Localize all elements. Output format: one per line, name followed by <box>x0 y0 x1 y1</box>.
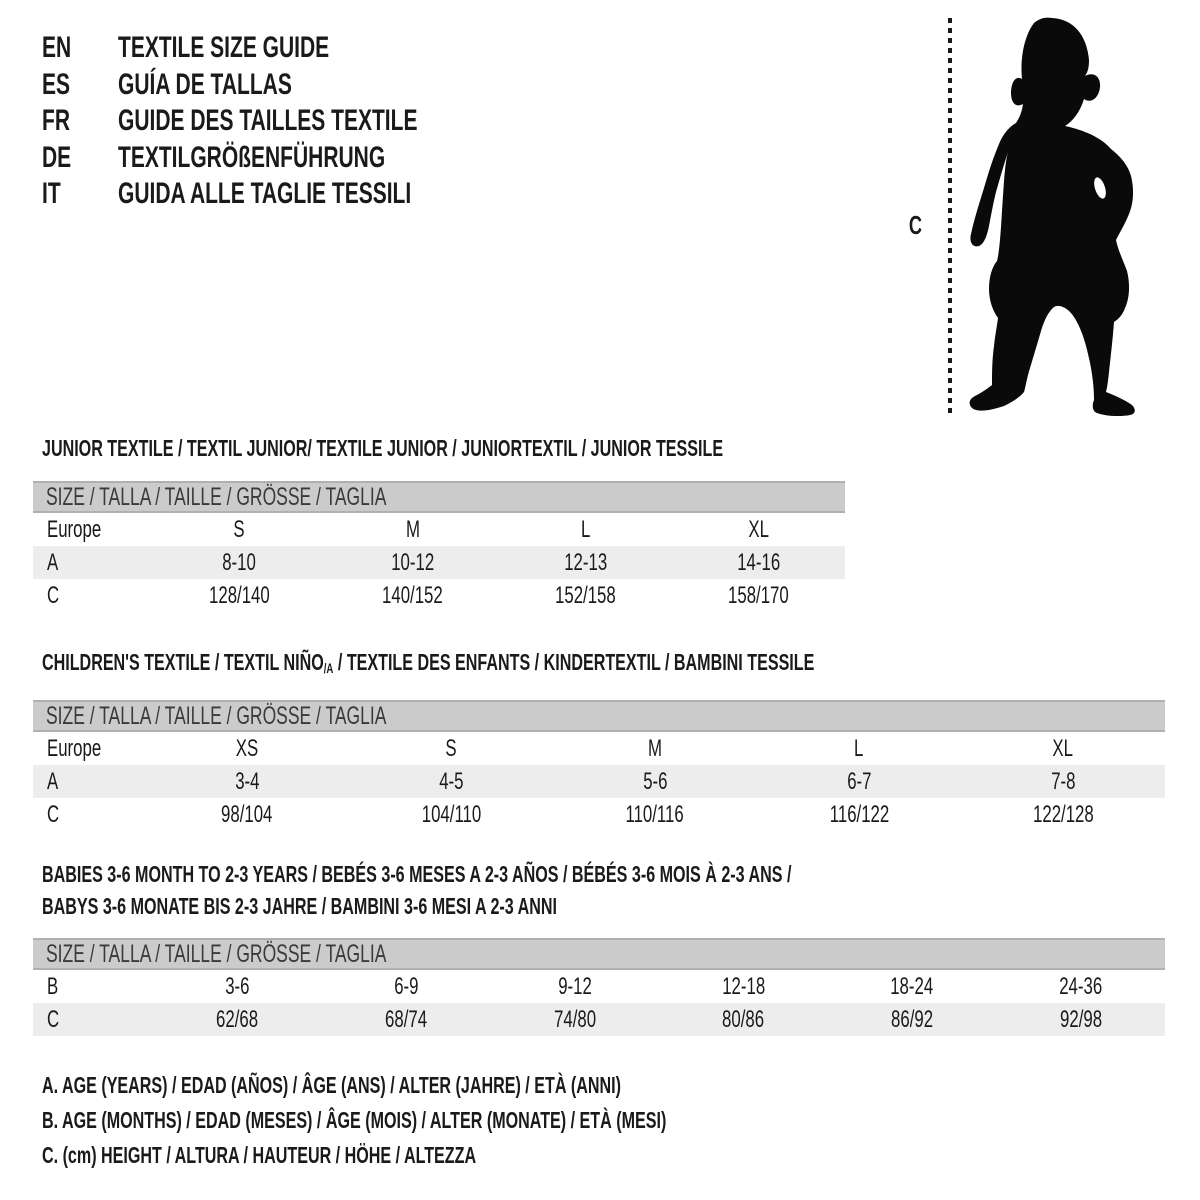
height-value-cell: 116/122 <box>829 800 889 828</box>
months-value-cell: 24-36 <box>1059 972 1103 1000</box>
language-title-list <box>42 30 546 213</box>
size-value-cell: XL <box>748 515 769 543</box>
size-value-cell: S <box>233 515 246 543</box>
language-code: FR <box>42 104 70 138</box>
language-row <box>42 67 546 104</box>
junior-size-row <box>33 513 845 546</box>
babies-size-header-bar: SIZE / TALLA / TAILLE / GRÖSSE / TAGLIA <box>33 938 1165 970</box>
language-row <box>42 30 546 67</box>
children-size-table <box>33 700 1165 831</box>
babies-section-title-line2: BABYS 3-6 MONATE BIS 2-3 JAHRE / BAMBINI 3-6 MESI A 2-3 ANNI <box>42 893 557 919</box>
row-label: Europe <box>47 734 102 762</box>
row-label: C <box>47 581 60 609</box>
height-value-cell: 152/158 <box>555 581 616 609</box>
height-value-cell: 74/80 <box>553 1005 596 1033</box>
children-size-header-bar: SIZE / TALLA / TAILLE / GRÖSSE / TAGLIA <box>33 700 1165 732</box>
children-title-subscript: /A <box>323 661 334 677</box>
guide-title: GUÍA DE TALLAS <box>118 67 292 101</box>
row-label: A <box>47 548 59 576</box>
age-value-cell: 3-4 <box>234 767 260 795</box>
age-value-cell: 6-7 <box>846 767 872 795</box>
height-value-cell: 110/116 <box>625 800 685 828</box>
size-value-cell: L <box>854 734 864 762</box>
babies-months-row <box>33 970 1165 1003</box>
height-value-cell: 80/86 <box>722 1005 765 1033</box>
height-value-cell: 92/98 <box>1059 1005 1102 1033</box>
row-label: C <box>47 1005 60 1033</box>
height-value-cell: 122/128 <box>1032 800 1094 828</box>
language-row <box>42 140 546 177</box>
legend-line-a: A. AGE (YEARS) / EDAD (AÑOS) / ÂGE (ANS) / ALTER (JAHRE) / ETÀ (ANNI) <box>42 1072 622 1098</box>
measurement-legend <box>42 1068 934 1173</box>
language-code: ES <box>42 67 71 101</box>
height-measure-label: C <box>908 210 922 240</box>
babies-section-title-line1: BABIES 3-6 MONTH TO 2-3 YEARS / BEBÉS 3-6 MESES A 2-3 AÑOS / BÉBÉS 3-6 MOIS À 2-3 ANS / <box>42 861 792 887</box>
size-value-cell: M <box>405 515 420 543</box>
months-value-cell: 3-6 <box>225 972 250 1000</box>
toddler-silhouette <box>964 14 1140 418</box>
children-height-row <box>33 798 1165 831</box>
months-value-cell: 12-18 <box>721 972 765 1000</box>
age-value-cell: 10-12 <box>391 548 434 576</box>
row-label: Europe <box>47 515 102 543</box>
language-code: DE <box>42 140 72 174</box>
age-value-cell: 12-13 <box>564 548 607 576</box>
junior-size-table <box>33 481 845 612</box>
guide-title: GUIDE DES TAILLES TEXTILE <box>118 104 418 138</box>
height-value-cell: 104/110 <box>421 800 481 828</box>
height-value-cell: 158/170 <box>728 581 789 609</box>
size-value-cell: XS <box>235 734 259 762</box>
height-value-cell: 86/92 <box>890 1005 934 1033</box>
language-row <box>42 103 546 140</box>
children-section-title: CHILDREN'S TEXTILE / TEXTIL $NIÑO_{/A}$ / TEXTILE DES ENFANTS / KINDERTEXTIL / BAMBINI TESSILE <box>42 649 815 677</box>
age-value-cell: 8-10 <box>222 548 257 576</box>
age-value-cell: 7-8 <box>1050 767 1076 795</box>
months-value-cell: 6-9 <box>393 972 419 1000</box>
guide-title: TEXTILGRÖßENFÜHRUNG <box>118 140 386 174</box>
children-size-row <box>33 732 1165 765</box>
size-value-cell: M <box>648 734 662 762</box>
height-value-cell: 140/152 <box>382 581 443 609</box>
height-value-cell: 68/74 <box>384 1005 428 1033</box>
size-value-cell: L <box>580 515 591 543</box>
height-value-cell: 128/140 <box>209 581 270 609</box>
language-code: EN <box>42 31 72 65</box>
junior-size-header-bar: SIZE / TALLA / TAILLE / GRÖSSE / TAGLIA <box>33 481 845 513</box>
months-value-cell: 18-24 <box>890 972 934 1000</box>
guide-title: GUIDA ALLE TAGLIE TESSILI <box>118 177 412 211</box>
junior-section-title: JUNIOR TEXTILE / TEXTIL JUNIOR/ TEXTILE JUNIOR / JUNIORTEXTIL / JUNIOR TESSILE <box>42 435 724 461</box>
row-label: A <box>47 767 59 795</box>
language-row <box>42 176 546 213</box>
junior-age-row <box>33 546 845 579</box>
size-value-cell: XL <box>1052 734 1074 762</box>
legend-line-c: C. (cm) HEIGHT / ALTURA / HAUTEUR / HÖHE / ALTEZZA <box>42 1142 477 1168</box>
children-age-row <box>33 765 1165 798</box>
legend-line-b: B. AGE (MONTHS) / EDAD (MESES) / ÂGE (MOIS) / ALTER (MONATE) / ETÀ (MESI) <box>42 1107 667 1133</box>
age-value-cell: 5-6 <box>642 767 668 795</box>
junior-height-row <box>33 579 845 612</box>
height-value-cell: 62/68 <box>216 1005 259 1033</box>
size-value-cell: S <box>445 734 457 762</box>
babies-height-row <box>33 1003 1165 1036</box>
babies-size-table <box>33 938 1165 1036</box>
guide-title: TEXTILE SIZE GUIDE <box>118 31 330 65</box>
language-code: IT <box>42 177 61 211</box>
row-label: C <box>47 800 60 828</box>
height-measure-dashed-line <box>948 18 952 414</box>
age-value-cell: 14-16 <box>737 548 780 576</box>
row-label: B <box>47 972 59 1000</box>
age-value-cell: 4-5 <box>438 767 464 795</box>
months-value-cell: 9-12 <box>557 972 592 1000</box>
height-value-cell: 98/104 <box>221 800 273 828</box>
